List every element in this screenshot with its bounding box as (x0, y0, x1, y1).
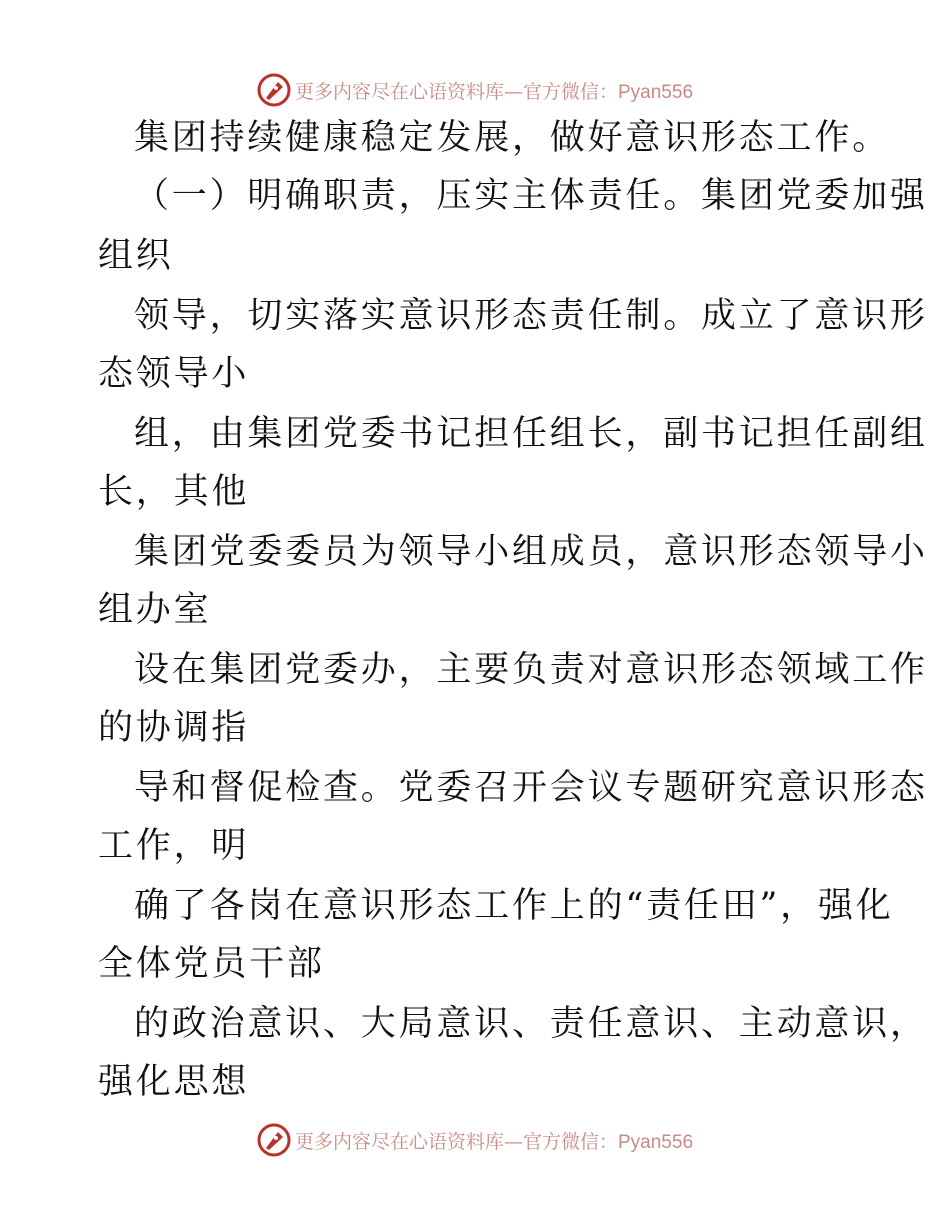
footer-banner (0, 1120, 950, 1160)
paragraph-line: 工作，明 (98, 826, 250, 866)
paragraph-line: 确了各岗在意识形态工作上的“责任田”，强化 (134, 886, 894, 926)
paragraph-line: 全体党员干部 (98, 944, 325, 984)
paragraph-line: 集团党委委员为领导小组成员，意识形态领导小 (134, 532, 928, 572)
header-banner-text: 更多内容尽在心语资料库—官方微信：Pyan556 (294, 80, 694, 103)
paragraph-line: 集团持续健康稳定发展，做好意识形态工作。 (134, 118, 891, 158)
pen-nib-logo-icon (257, 1123, 291, 1157)
paragraph-line: 组，由集团党委书记担任组长，副书记担任副组 (134, 414, 928, 454)
paragraph-line: 领导，切实落实意识形态责任制。成立了意识形 (134, 296, 928, 336)
paragraph-line: 的协调指 (98, 708, 250, 748)
paragraph-line: 导和督促检查。党委召开会议专题研究意识形态 (134, 768, 928, 808)
pen-nib-logo-icon (257, 73, 291, 107)
paragraph-line: 组办室 (98, 590, 212, 630)
paragraph-line: 强化思想 (98, 1062, 250, 1102)
paragraph-line: 的政治意识、大局意识、责任意识、主动意识， (134, 1004, 928, 1044)
paragraph-line: （一）明确职责，压实主体责任。集团党委加强 (134, 176, 928, 216)
paragraph-line: 态领导小 (98, 354, 250, 394)
paragraph-line: 长，其他 (98, 472, 250, 512)
header-banner (0, 70, 950, 110)
paragraph-line: 组织 (98, 236, 174, 276)
footer-banner-text: 更多内容尽在心语资料库—官方微信：Pyan556 (294, 1130, 694, 1153)
paragraph-line: 设在集团党委办，主要负责对意识形态领域工作 (134, 650, 928, 690)
